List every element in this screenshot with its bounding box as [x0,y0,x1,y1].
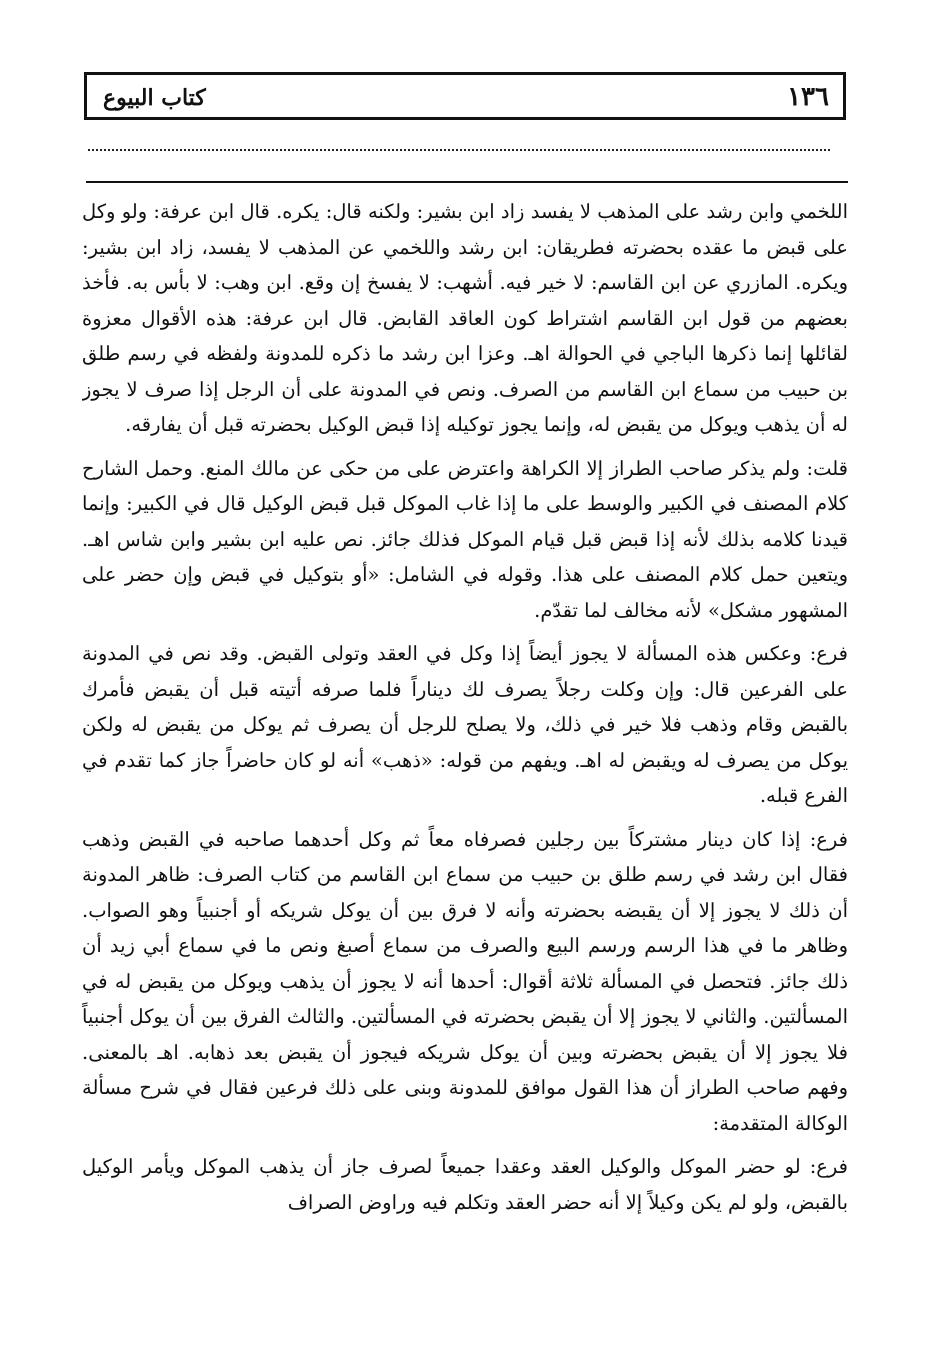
book-title: كتاب البيوع [103,85,206,111]
paragraph-1: اللخمي وابن رشد على المذهب لا يفسد زاد ابن بشير: ولكنه قال: يكره. قال ابن عرفة: ولو وكل على قبض ما عقده بحضرته فطريقان: ابن رشد واللخمي عن المذهب لا يفسد، زاد ابن بشير: ويكره. المازري عن ابن القاسم: لا خير فيه. أشهب: لا يفسخ إن وقع. ابن وهب: لا بأس به. فأخذ بعضهم من قول ابن القاسم اشتراط كون العاقد القابض. قال ابن عرفة: هذه الأقوال معزوة لقائلها إنما ذكرها الباجي في الحوالة اهـ. وعزا ابن رشد ما ذكره للمدونة ولفظه في رسم طلق بن حبيب من سماع ابن القاسم من الصرف. ونص في المدونة على أن الرجل إذا صرف لا يجوز له أن يذهب ويوكل من يقبض له، وإنما يجوز توكيله إذا قبض الوكيل بحضرته قبل أن يفارقه. [82,200,848,436]
dotted-separator [88,149,830,151]
page-number: ١٣٦ [787,82,829,112]
running-header [84,72,846,120]
solid-separator [86,181,848,183]
paragraph-3: فرع: وعكس هذه المسألة لا يجوز أيضاً إذا وكل في العقد وتولى القبض. وقد نص في المدونة على الفرعين قال: وإن وكلت رجلاً يصرف لك ديناراً فلما صرفه أتيته قبل أن يقبض فأمرك بالقبض وقام وذهب فلا خير في ذلك، ولا يصلح للرجل أن يصرف ثم يوكل من يقبض له ولكن يوكل من يصرف له ويقبض له اهـ. ويفهم من قوله: «ذهب» أنه لو كان حاضراً جاز كما تقدم في الفرع قبله. [82,642,848,807]
paragraph-5: فرع: لو حضر الموكل والوكيل العقد وعقدا جميعاً لصرف جاز أن يذهب الموكل ويأمر الوكيل بالقبض، ولو لم يكن وكيلاً إلا أنه حضر العقد وتكلم فيه وراوض الصراف [82,1155,848,1214]
body-text [82,194,848,1330]
paragraph-2: قلت: ولم يذكر صاحب الطراز إلا الكراهة واعترض على من حكى عن مالك المنع. وحمل الشارح كلام المصنف في الكبير والوسط على ما إذا غاب الموكل قبل قبض الوكيل قال في الكبير: وإنما قيدنا كلامه بذلك لأنه إذا قبض قبل قيام الموكل فذلك جائز. نص عليه ابن بشير وابن شاس اهـ. ويتعين حمل كلام المصنف على هذا. وقوله في الشامل: «أو بتوكيل في قبض وإن حضر على المشهور مشكل» لأنه مخالف لما تقدّم. [82,456,848,622]
paragraph-4: فرع: إذا كان دينار مشتركاً بين رجلين فصرفاه معاً ثم وكل أحدهما صاحبه في القبض وذهب فقال ابن رشد في رسم طلق بن حبيب من سماع ابن القاسم من كتاب الصرف: ظاهر المدونة أن ذلك لا يجوز إلا أن يقبضه بحضرته وأنه لا فرق بين أن يوكل شريكه أو أجنبياً وهو الصواب. وظاهر ما في هذا الرسم ورسم البيع والصرف من سماع أصبغ ونص ما في سماع أبي زيد أن ذلك جائز. فتحصل في المسألة ثلاثة أقوال: أحدها أنه لا يجوز أن يذهب ويوكل من يقبض له في المسألتين. والثاني لا يجوز إلا أن يقبض بحضرته في المسألتين. والثالث الفرق بين أن يوكل أجنبياً فلا يجوز إلا أن يقبض بحضرته وبين أن يوكل شريكه فيجوز أن يقبض بعد ذهابه. اهـ بالمعنى. وفهم صاحب الطراز أن هذا القول موافق للمدونة وبنى على ذلك فرعين فقال في شرح مسألة الوكالة المتقدمة: [82,827,848,1135]
